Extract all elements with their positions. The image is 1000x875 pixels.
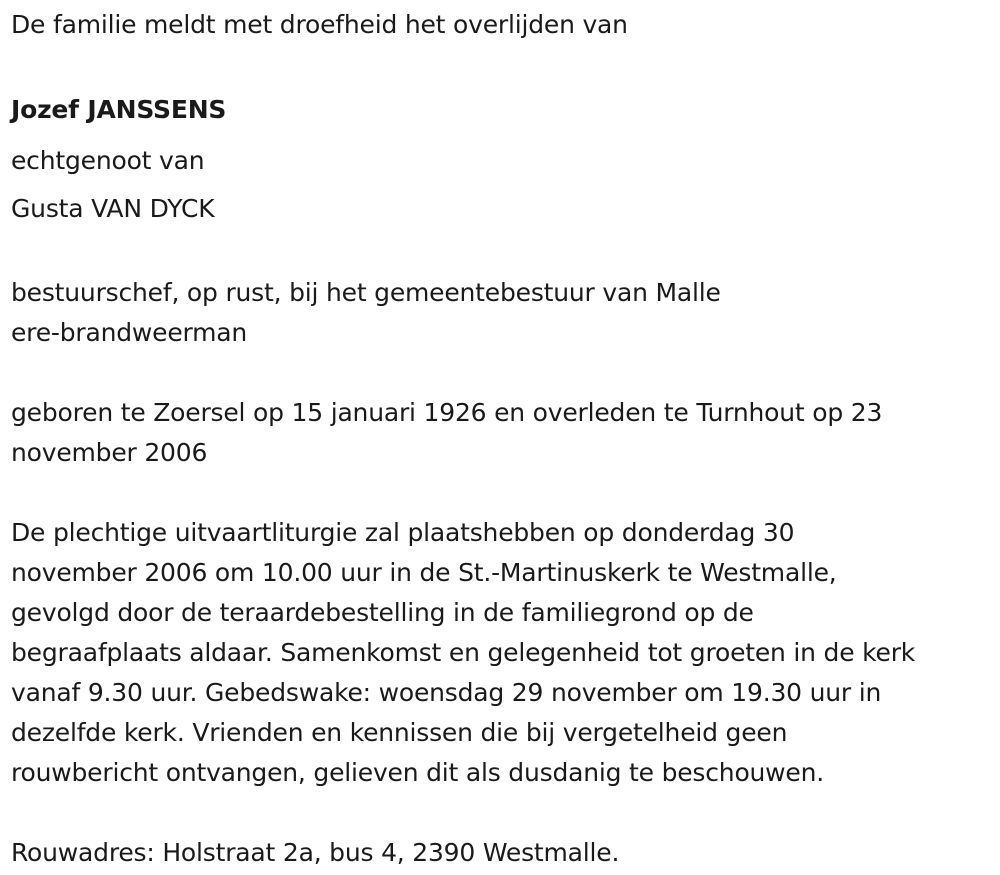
birth-death-block [11, 393, 996, 473]
death-notice [11, 0, 996, 873]
funeral-line: dezelfde kerk. Vrienden en kennissen die bij vergetelheid geen [11, 718, 788, 747]
funeral-block [11, 513, 996, 793]
birth-death-line: geboren te Zoersel op 15 januari 1926 en overleden te Turnhout op 23 [11, 398, 883, 427]
intro-line: De familie meldt met droefheid het overlijden van [11, 10, 628, 39]
intro-text [11, 5, 996, 45]
funeral-line: rouwbericht ontvangen, gelieven dit als dusdanig te beschouwen. [11, 758, 824, 787]
relation-text: echtgenoot van [11, 146, 205, 175]
funeral-line: begraafplaats aldaar. Samenkomst en gelegenheid tot groeten in de kerk [11, 638, 916, 667]
funeral-line: vanaf 9.30 uur. Gebedswake: woensdag 29 november om 19.30 uur in [11, 678, 882, 707]
address-block [11, 833, 996, 873]
funeral-line: gevolgd door de teraardebestelling in de familiegrond op de [11, 598, 754, 627]
birth-death-line: november 2006 [11, 438, 208, 467]
occupation-block [11, 273, 996, 353]
occupation-line: ere-brandweerman [11, 318, 248, 347]
spouse-name: Gusta VAN DYCK [11, 194, 215, 223]
occupation-line: bestuurschef, op rust, bij het gemeentebestuur van Malle [11, 278, 721, 307]
funeral-line: De plechtige uitvaartliturgie zal plaatshebben op donderdag 30 [11, 518, 795, 547]
funeral-line: november 2006 om 10.00 uur in de St.-Martinuskerk te Westmalle, [11, 558, 837, 587]
mourning-address: Rouwadres: Holstraat 2a, bus 4, 2390 Westmalle. [11, 838, 620, 867]
deceased-name: Jozef JANSSENS [11, 95, 227, 124]
